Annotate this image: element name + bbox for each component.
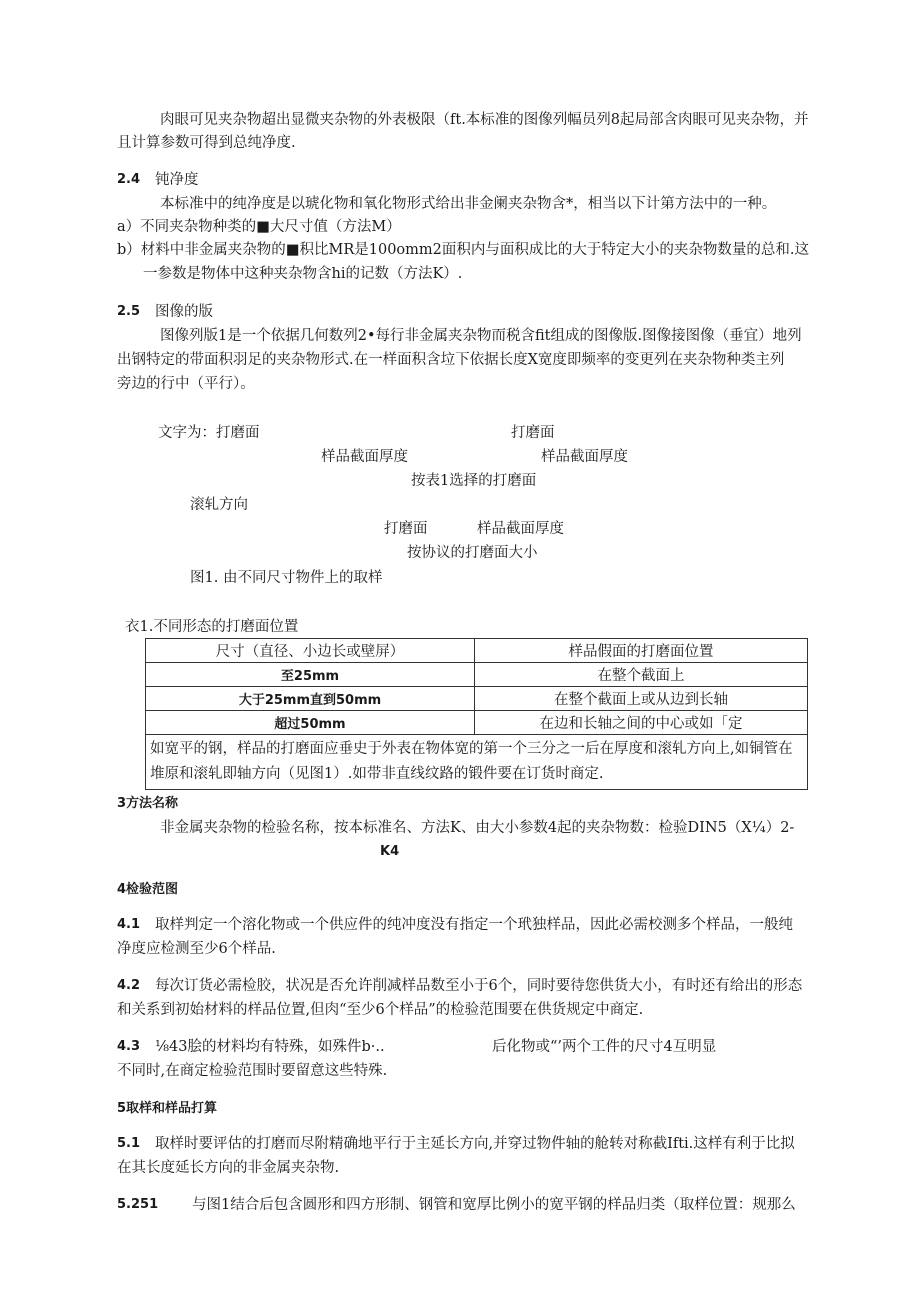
table-row	[146, 687, 808, 711]
para-4-2-line1: 每次订货必需检胶，状况是否允许削减样品数至小于6个，同时要待您供货大小，有时还有给出的形态	[155, 978, 803, 994]
section-4-title: 4检验范图	[117, 882, 179, 897]
table-row	[146, 663, 808, 687]
table-cell-size: 超过50mm	[274, 717, 346, 732]
para-4-3-line1b: 后化物或“’两个工件的尺寸4互明显	[492, 1039, 717, 1055]
table-cell-position: 在整个截面上	[475, 663, 808, 687]
para-2-4-line1: 本标准中的纯净度是以琥化物和氧化物形式给出非金阑夹杂物含*，相当以下计第方法中的一种。	[160, 196, 777, 212]
table-note-row	[146, 735, 808, 790]
para-4-2-line2: 和关系到初始材料的样品位置,但肉“至少6个样品”的检验范围要在供货规定中商定.	[117, 1002, 644, 1018]
section-2-5-title: 图像的版	[155, 304, 213, 320]
item-b-line2: 一参数是物体中这种夹杂物含hi的记数（方法K）.	[143, 266, 463, 282]
para-2-5-line2: 出钢特定的带面积羽足的夹杂物形式.在一样面积含垃下依据长度X宽度即频率的变更列在夹杂物种类主列	[117, 352, 785, 368]
section-2-5-number: 2.5	[117, 304, 141, 319]
para-2-3-line2: 且计算参数可得到总纯净度.	[117, 135, 296, 151]
para-5-1-line2: 在其长度延长方向的非金属夹杂物.	[117, 1160, 340, 1176]
table-cell-size: 大于25mm直到50mm	[238, 693, 382, 708]
para-4-1-number: 4.1	[117, 917, 141, 932]
table-row	[146, 711, 808, 735]
item-a: a）不同夹杂物种类的■大尺寸值（方法M）	[117, 219, 401, 235]
figure-table1-face: 按表1选择的打磨面	[411, 473, 537, 489]
table-header-position: 样品假面的打磨面位置	[475, 639, 808, 663]
table-header-row	[146, 639, 808, 663]
para-4-3-line2: 不同时,在商定检验范围时要留意这些特殊.	[117, 1063, 388, 1079]
para-3-line2: K4	[380, 844, 400, 859]
section-2-4-title: 钝净度	[155, 172, 199, 188]
figure-caption: 图1. 由不同尺寸物件上的取样	[190, 570, 383, 586]
para-4-1-line1: 取样判定一个溶化物或一个供应件的纯冲度没有指定一个玳独样品，因此必需校测多个样品，一般纯	[155, 917, 793, 933]
figure-agreed-face: 按协议的打磨面大小	[407, 545, 538, 561]
section-5-title: 5取样和样品打算	[117, 1101, 218, 1116]
figure-thickness-left: 样品截面厚度	[321, 449, 408, 465]
para-2-5-line3: 旁边的行中（平行）。	[117, 376, 255, 392]
table-cell-position: 在整个截面上或从边到长轴	[475, 687, 808, 711]
para-5-1-line1: 取样时要评估的打磨而尽附精确地平行于主延长方向,并穿过物件轴的舱转对称截Ifti.这样有利于比拟	[155, 1136, 795, 1152]
section-3-title: 3方法名称	[117, 796, 179, 811]
figure-text-label: 文字为：打磨面	[158, 425, 260, 441]
table-cell-position: 在边和长轴之间的中心或如「定	[475, 711, 808, 735]
para-5-1-number: 5.1	[117, 1136, 141, 1151]
figure-thickness-right: 样品截面厚度	[541, 449, 628, 465]
para-4-3-line1a: ⅛43脍的材料均有特殊，如殊件b·..	[155, 1039, 385, 1055]
figure-thickness-mid: 样品截面厚度	[477, 521, 564, 537]
para-2-5-line1: 图像列版1是一个依据几何数列2•每行非金属夹杂物而税含fit组成的图像版.图像接图像（垂宜）地列	[160, 328, 802, 344]
grinding-position-table	[145, 638, 808, 790]
section-2-4-number: 2.4	[117, 172, 141, 187]
figure-rolling-direction: 滚轧方向	[190, 497, 248, 513]
table-note: 如宽平的钢，样品的打磨面应垂史于外表在物体宽的第一个三分之一后在厚度和滚轧方向上,如铜管在堆原和滚轧即轴方向（见图1）.如带非直线纹路的锻件要在订货时商定.	[146, 735, 808, 790]
para-4-1-line2: 净度应检测至少6个样品.	[117, 941, 276, 957]
table-cell-size: 至25mm	[280, 669, 340, 684]
para-5-2-number: 5.251	[117, 1197, 159, 1212]
table-caption: 衣1.不同形态的打磨面位置	[125, 619, 299, 635]
para-2-3-line1: 肉眼可见夹杂物超出显微夹杂物的外表极限（ft.本标准的图像列幅员列8起局部含肉眼可见夹杂物，并	[160, 112, 809, 128]
item-b-line1: b）材料中非金属夹杂物的■积比MR是100omm2面积内与面积成比的大于特定大小的夹杂物数量的总和.这	[117, 242, 809, 258]
para-5-2-line1: 与图1结合后包含圆形和四方形制、钢管和宽厚比例小的宽平钢的样品归类（取样位置：规那么	[192, 1197, 796, 1213]
table-header-size: 尺寸（直径、小边长或壁屏）	[146, 639, 475, 663]
figure-grind-face-mid: 打磨面	[384, 521, 428, 537]
figure-grind-face-top: 打磨面	[511, 425, 555, 441]
para-3-line1: 非金属夹杂物的检验名称，按本标准名、方法K、由大小参数4起的夹杂物数：检验DIN5（X¼）2-	[160, 820, 795, 836]
para-4-2-number: 4.2	[117, 978, 141, 993]
para-4-3-number: 4.3	[117, 1039, 141, 1054]
